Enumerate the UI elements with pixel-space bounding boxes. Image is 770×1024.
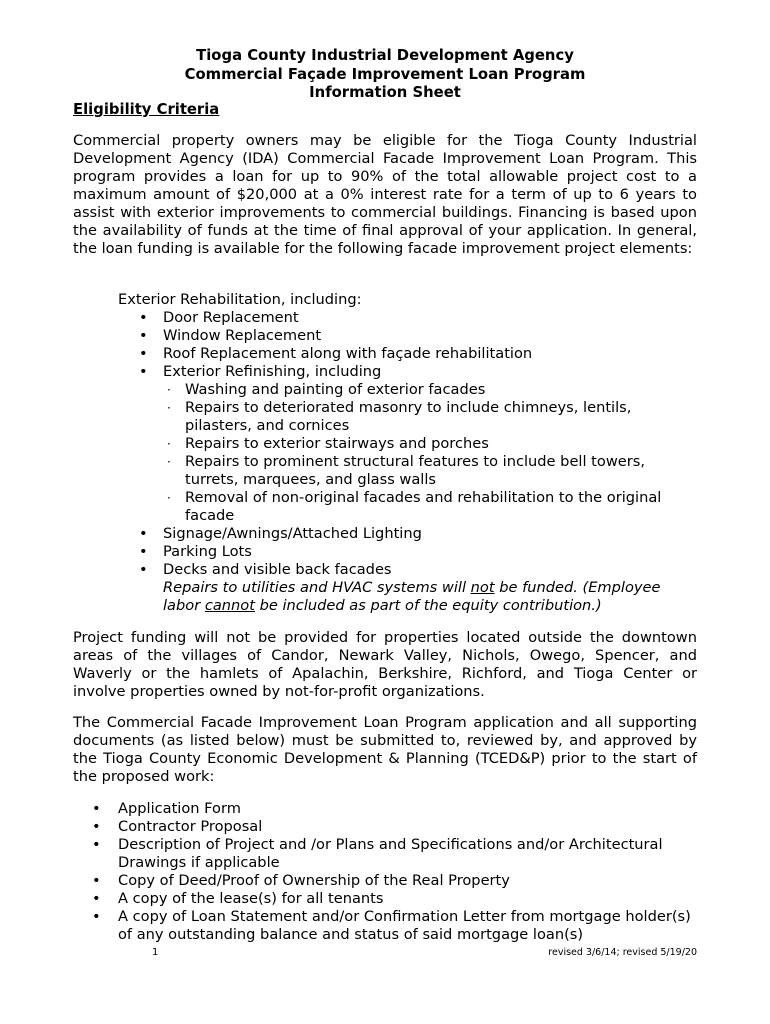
revision-note: revised 3/6/14; revised 5/19/20 <box>548 947 697 958</box>
sub-list-item-text: Repairs to deteriorated masonry to include chimneys, lentils, pilasters, and cornices <box>185 399 632 434</box>
application-paragraph: The Commercial Facade Improvement Loan Program application and all supporting documents (as listed below) must be submitted to, reviewed by, and approved by the Tioga County Economic Development & Planning (TCED&P) prior to the start of the proposed work: <box>73 714 697 785</box>
section-title: Eligibility Criteria <box>73 101 220 118</box>
bullet: • <box>92 890 101 907</box>
sub-list-item <box>163 381 698 399</box>
sub-list-item-text: Repairs to exterior stairways and porches <box>185 435 489 452</box>
list-item <box>73 872 697 890</box>
list-item <box>118 345 698 363</box>
list-item-text: Application Form <box>118 800 241 817</box>
sub-list-item-text: Removal of non-original facades and rehabilitation to the original facade <box>185 489 662 524</box>
bullet: • <box>139 345 148 362</box>
list-item <box>73 836 697 872</box>
list-item <box>73 908 697 944</box>
list-item-text: Door Replacement <box>163 309 299 326</box>
list-item <box>73 818 697 836</box>
bullet: • <box>92 872 101 889</box>
refinishing-sublist <box>163 381 698 525</box>
list-item-text: Roof Replacement along with façade rehabilitation <box>163 345 533 362</box>
sub-list-item <box>163 435 698 453</box>
bullet: • <box>139 309 148 326</box>
list-item <box>118 561 698 615</box>
bullet: • <box>92 908 101 925</box>
sub-list-item <box>163 489 698 525</box>
rehab-section <box>118 291 698 615</box>
sub-list-item <box>163 399 698 435</box>
list-item <box>118 543 698 561</box>
sub-list-item <box>163 453 698 489</box>
list-item <box>118 363 698 525</box>
bullet: • <box>92 836 101 853</box>
list-item <box>73 890 697 908</box>
list-item-text: Exterior Refinishing, including <box>163 363 382 380</box>
note-not-emphasis: not <box>470 579 495 596</box>
list-item-text: A copy of Loan Statement and/or Confirmation Letter from mortgage holder(s) of any outstanding balance and status of said mortgage loan(s) <box>118 908 691 943</box>
note-text: be funded. (Employee labor <box>163 579 661 614</box>
document-header <box>0 47 770 103</box>
list-item <box>118 327 698 345</box>
bullet: • <box>139 543 148 560</box>
bullet: • <box>139 363 148 380</box>
list-item-text: Copy of Deed/Proof of Ownership of the Real Property <box>118 872 510 889</box>
rehab-list <box>118 309 698 615</box>
list-item-text: Contractor Proposal <box>118 818 263 835</box>
note-cannot-emphasis: cannot <box>204 597 255 614</box>
list-item <box>118 309 698 327</box>
sub-list-item-text: Repairs to prominent structural features to include bell towers, turrets, marquees, and glass walls <box>185 453 645 488</box>
bullet: • <box>92 818 101 835</box>
list-item <box>118 525 698 543</box>
sub-bullet: · <box>167 437 171 451</box>
intro-paragraph: Commercial property owners may be eligible for the Tioga County Industrial Development Agency (IDA) Commercial Facade Improvement Loan Program. This program provides a loan for up to 90% of the total allowable project cost to a maximum amount of $20,000 at a 0% interest rate for a term of up to 6 years to assist with exterior improvements to commercial buildings. Financing is based upon the availability of funds at the time of final approval of your application. In general, the loan funding is available for the following facade improvement project elements: <box>73 132 697 257</box>
note-text: Repairs to utilities and HVAC systems will <box>163 579 471 596</box>
list-item-text: Window Replacement <box>163 327 322 344</box>
page-number: 1 <box>152 947 159 958</box>
documents-list <box>73 800 697 944</box>
list-item-text: A copy of the lease(s) for all tenants <box>118 890 384 907</box>
sub-list-item-text: Washing and painting of exterior facades <box>185 381 486 398</box>
rehab-heading: Exterior Rehabilitation, including: <box>118 291 362 308</box>
documents-section <box>73 800 697 944</box>
bullet: • <box>139 327 148 344</box>
sub-bullet: · <box>167 383 171 397</box>
sub-bullet: · <box>167 455 171 469</box>
list-item-text: Parking Lots <box>163 543 252 560</box>
funding-paragraph: Project funding will not be provided for properties located outside the downtown areas of the villages of Candor, Newark Valley, Nichols, Owego, Spencer, and Waverly or the hamlets of Apalachin, Berkshire, Richford, and Tioga Center or involve properties owned by not-for-profit organizations. <box>73 629 697 700</box>
sub-bullet: · <box>167 491 171 505</box>
list-item-text: Decks and visible back facades <box>163 561 392 578</box>
header-agency: Tioga County Industrial Development Agency <box>196 47 574 64</box>
list-item-text: Signage/Awnings/Attached Lighting <box>163 525 422 542</box>
note-text: be included as part of the equity contribution.) <box>254 597 602 614</box>
header-subtitle: Information Sheet <box>309 84 461 101</box>
list-item <box>73 800 697 818</box>
funding-note <box>163 579 698 615</box>
bullet: • <box>139 525 148 542</box>
sub-bullet: · <box>167 401 171 415</box>
header-program: Commercial Façade Improvement Loan Program <box>184 65 586 83</box>
list-item-text: Description of Project and /or Plans and Specifications and/or Architectural Drawings if applicable <box>118 836 663 871</box>
bullet: • <box>139 561 148 578</box>
bullet: • <box>92 800 101 817</box>
